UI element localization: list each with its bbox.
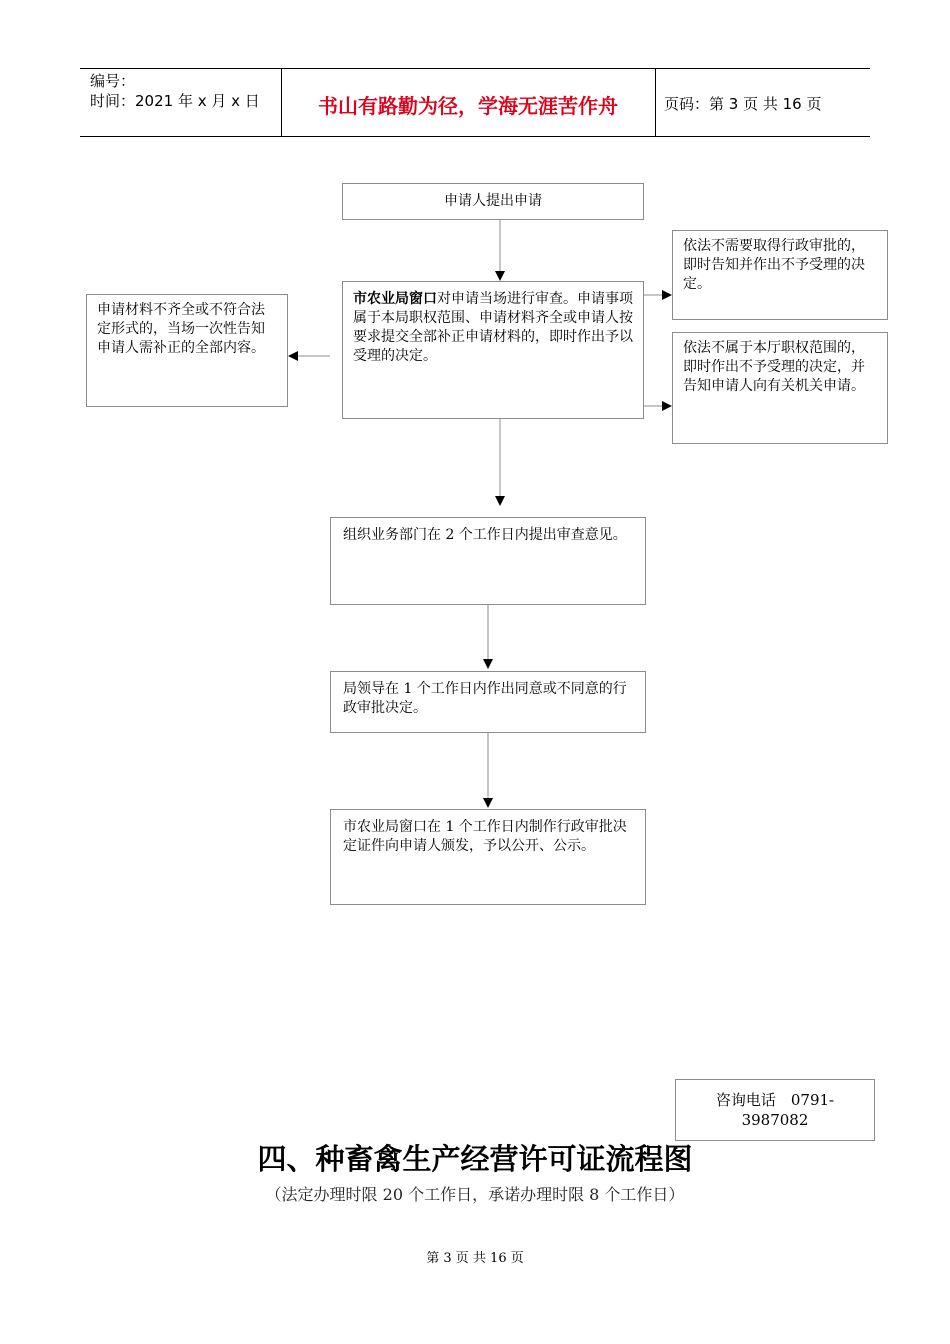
step-application-submitted — [342, 183, 644, 220]
branch-incomplete-materials-text: 申请材料不齐全或不符合法定形式的，当场一次性告知申请人需补正的全部内容。 — [97, 302, 265, 356]
branch-not-in-scope-text: 依法不属于本厅职权范围的，即时作出不予受理的决定，并告知申请人向有关机关申请。 — [683, 340, 865, 394]
branch-incomplete-materials — [86, 294, 288, 407]
step-window-review-lead: 市农业局窗口 — [353, 291, 437, 307]
branch-not-in-scope — [672, 332, 888, 444]
branch-no-approval-needed — [672, 230, 888, 320]
document-date-label: 时间：2021 年 x 月 x 日 — [90, 92, 260, 110]
consult-phone-box — [675, 1079, 875, 1141]
step-application-submitted-text: 申请人提出申请 — [444, 193, 542, 209]
step-department-review — [330, 517, 646, 605]
branch-no-approval-needed-text: 依法不需要取得行政审批的，即时告知并作出不予受理的决定。 — [683, 238, 865, 292]
document-number-label: 编号： — [90, 72, 136, 90]
step-issue-certificate — [330, 809, 646, 905]
step-issue-certificate-text: 市农业局窗口在 1 个工作日内制作行政审批决定证件向申请人颁发，予以公开、公示。 — [343, 819, 627, 854]
section-subtitle: （法定办理时限 20 个工作日，承诺办理时限 8 个工作日） — [265, 1185, 685, 1204]
step-leader-decision-text: 局领导在 1 个工作日内作出同意或不同意的行政审批决定。 — [343, 681, 627, 716]
step-leader-decision — [330, 671, 646, 733]
step-department-review-text: 组织业务部门在 2 个工作日内提出审查意见。 — [343, 527, 627, 543]
page-footer: 第 3 页 共 16 页 — [426, 1251, 524, 1266]
header-motto: 书山有路勤为径，学海无涯苦作舟 — [318, 94, 618, 118]
consult-phone-text: 咨询电话 0791-3987082 — [715, 1091, 835, 1129]
header-page-info: 页码：第 3 页 共 16 页 — [664, 95, 822, 113]
section-title: 四、种畜禽生产经营许可证流程图 — [257, 1142, 693, 1176]
step-window-review — [342, 281, 644, 419]
step-window-review-text: 对申请当场进行审查。申请事项属于本局职权范围、申请材料齐全或申请人按要求提交全部补正申请材料的，即时作出予以受理的决定。 — [353, 291, 633, 364]
